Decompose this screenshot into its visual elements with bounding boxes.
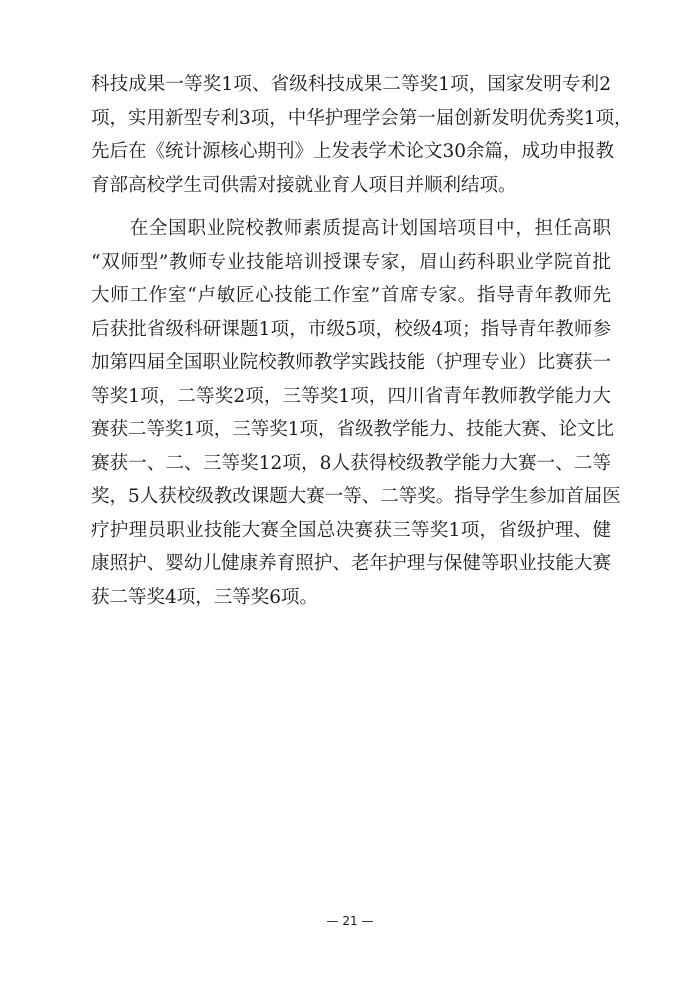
text-line: 加第四届全国职业院校教师教学实践技能（护理专业）比赛获一 — [91, 352, 611, 373]
text-line: 获二等奖4项，三等奖6项。 — [91, 586, 319, 608]
text-line: 赛获一、二、三等奖12项，8人获得校级教学能力大赛一、二等 — [91, 452, 611, 474]
text-line: 在全国职业院校教师素质提高计划国培项目中，担任高职 — [91, 218, 611, 239]
text-line: 先后在《统计源核心期刊》上发表学术论文30余篇，成功申报教 — [91, 141, 615, 162]
text-line: 康照护、婴幼儿健康养育照护、老年护理与保健等职业技能大赛 — [91, 553, 611, 574]
text-line: 奖，5人获校级教改课题大赛一等、二等奖。指导学生参加首届医 — [91, 486, 621, 507]
text-line: 赛获二等奖1项，三等奖1项，省级教学能力、技能大赛、论文比 — [91, 419, 615, 440]
text-line: “双师型”教师专业技能培训授课专家，眉山药科职业学院首批 — [91, 251, 611, 273]
page-number: — 21 — — [326, 914, 374, 928]
text-line: 项，实用新型专利3项，中华护理学会第一届创新发明优秀奖1项， — [91, 107, 633, 129]
paragraph-2 — [91, 212, 621, 614]
text-line: 育部高校学生司供需对接就业育人项目并顺利结项。 — [91, 174, 517, 196]
text-line: 后获批省级科研课题1项，市级5项，校级4项；指导青年教师参 — [91, 318, 611, 340]
body-text — [91, 68, 633, 614]
text-line: 科技成果一等奖1项、省级科技成果二等奖1项，国家发明专利2 — [91, 74, 611, 95]
paragraph-1 — [91, 68, 633, 202]
text-line: 等奖1项，二等奖2项，三等奖1项，四川省青年教师教学能力大 — [91, 385, 611, 407]
text-line: 大师工作室“卢敏匠心技能工作室”首席专家。指导青年教师先 — [91, 285, 611, 306]
text-line: 疗护理员职业技能大赛全国总决赛获三等奖1项，省级护理、健 — [91, 519, 611, 541]
